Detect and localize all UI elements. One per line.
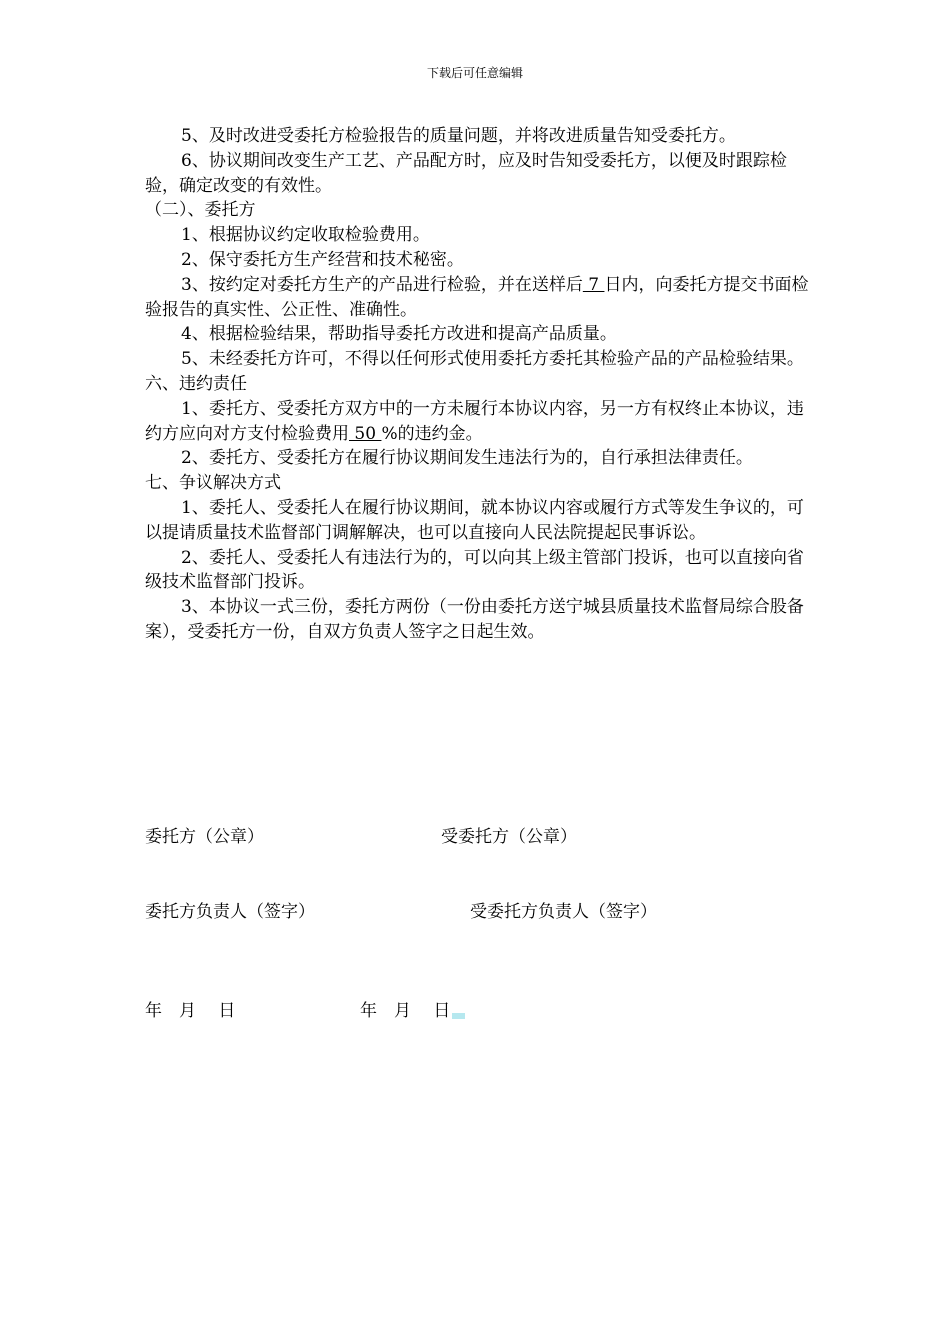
client-date: 年 月 日 (145, 1001, 236, 1021)
dispute-clause-1: 1、委托人、受委托人在履行协议期间，就本协议内容或履行方式等发生争议的，可以提请质量技术监督部门调解解决，也可以直接向人民法院提起民事诉讼。 (145, 497, 804, 543)
liability-clause-1-text: 1、委托方、受委托方双方中的一方未履行本协议内容，另一方有权终止本协议，违约方应向对方支付检验费用 (145, 398, 804, 444)
client-seal-label: 委托方（公章） (145, 827, 264, 847)
dispute-clause-2: 2、委托人、受委托人有违法行为的，可以向其上级主管部门投诉，也可以直接向省级技术监督部门投诉。 (145, 547, 804, 593)
liability-clause-1-tail: %的违约金。 (381, 423, 483, 444)
client-clause-3-tail: 日内，向委托方提交书面检验报告的真实性、公正性、准确性。 (145, 274, 809, 320)
client-clause-4: 4、根据检验结果，帮助指导委托方改进和提高产品质量。 (181, 324, 617, 345)
liability-clause-1 (145, 397, 810, 447)
text-cursor-mark (452, 1013, 465, 1019)
contractor-seal-label: 受委托方（公章） (441, 827, 577, 847)
contractor-date-row (360, 996, 465, 1021)
report-days-value: 7 (582, 274, 605, 295)
client-clause-5: 5、未经委托方许可，不得以任何形式使用委托方委托其检验产品的产品检验结果。 (181, 349, 804, 370)
page-header: 下载后可任意编辑 (426, 66, 523, 80)
document-body (145, 124, 810, 645)
dispute-clause-3: 3、本协议一式三份，委托方两份（一份由委托方送宁城县质量技术监督局综合股备案），受委托方一份，自双方负责人签字之日起生效。 (145, 597, 804, 642)
penalty-percent-value: 50 (349, 423, 382, 444)
clause-5: 5、及时改进受委托方检验报告的质量问题，并将改进质量告知受委托方。 (181, 126, 736, 146)
client-clause-3 (145, 273, 810, 323)
liability-clause-2: 2、委托方、受委托方在履行协议期间发生违法行为的，自行承担法律责任。 (181, 448, 753, 469)
section-heading-liability: 六、违约责任 (145, 373, 247, 394)
section-heading-dispute: 七、争议解决方式 (145, 473, 281, 494)
client-clause-1: 1、根据协议约定收取检验费用。 (181, 225, 430, 246)
client-clause-3-text: 3、按约定对委托方生产的产品进行检验，并在送样后 (181, 274, 583, 295)
client-signature-label: 委托方负责人（签字） (145, 902, 315, 922)
clause-6: 6、协议期间改变生产工艺、产品配方时，应及时告知受委托方，以便及时跟踪检验，确定改变的有效性。 (145, 150, 787, 196)
section-heading-client: （二）、委托方 (145, 200, 256, 221)
contractor-date: 年 月 日 (360, 1001, 451, 1021)
client-clause-2: 2、保守委托方生产经营和技术秘密。 (181, 249, 464, 270)
contractor-signature-label: 受委托方负责人（签字） (470, 902, 657, 922)
